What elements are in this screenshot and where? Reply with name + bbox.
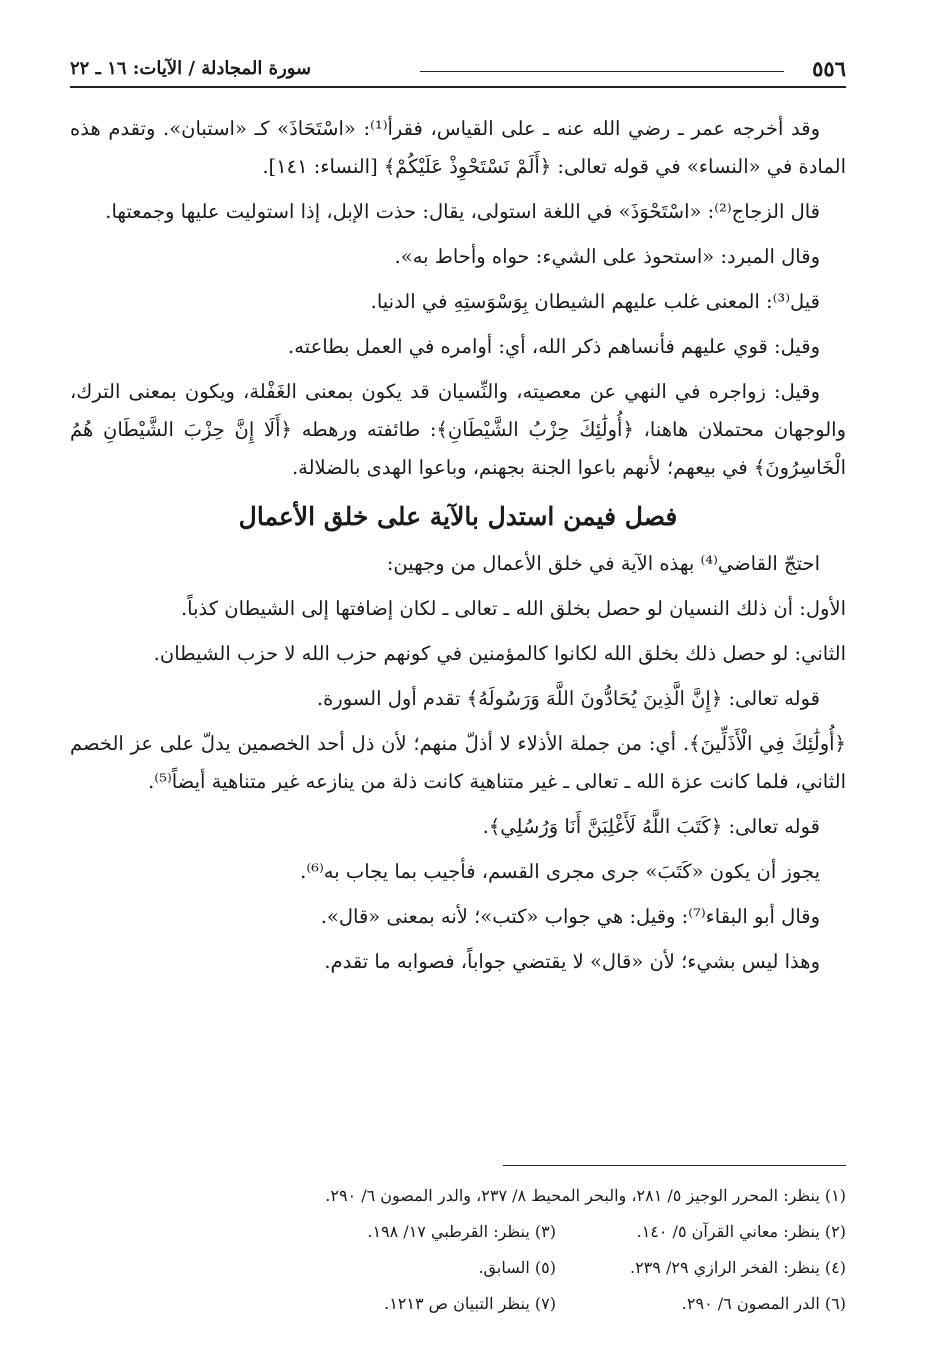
paragraph: وقال أبو البقاء⁽⁷⁾: وقيل: هي جواب «كتب»؛ لأنه بمعنى «قال». [320,905,820,928]
paragraph: قوله تعالى: ﴿كَتَبَ اللَّهُ لَأَغْلِبَنَّ أَنَا وَرُسُلِي﴾. [482,815,820,838]
paragraph-second-point: الثاني: لو حصل ذلك بخلق الله لكانوا كالمؤمنين في كونهم حزب الله لا حزب الشيطان. [153,642,846,665]
footnote-6: (٦) الدر المصون ٦/ ٢٩٠. [681,1294,846,1313]
footnote-5: (٥) السابق. [478,1258,556,1277]
section-title: فصل فيمن استدل بالآية على خلق الأعمال [238,502,678,531]
paragraph: وهذا ليس بشيء؛ لأن «قال» لا يقتضي جواباً، فصوابه ما تقدم. [324,950,820,973]
paragraph: وقيل: قوي عليهم فأنساهم ذكر الله، أي: أوامره في العمل بطاعته. [288,335,820,358]
paragraph: يجوز أن يكون «كَتَبَ» جرى مجرى القسم، فأجيب بما يجاب به⁽⁶⁾. [300,860,820,883]
footnote-3: (٣) ينظر: القرطبي ١٧/ ١٩٨. [367,1222,556,1241]
footnote-1: (١) ينظر: المحرر الوجيز ٥/ ٢٨١، والبحر المحيط ٨/ ٢٣٧، والدر المصون ٦/ ٢٩٠. [325,1186,846,1205]
footnote-4: (٤) ينظر: الفخر الرازي ٢٩/ ٢٣٩. [629,1258,846,1277]
surah-info: سورة المجادلة / الآيات: ١٦ ـ ٢٢ [70,58,312,79]
paragraph: ﴿أُولَٰئِكَ فِي الْأَذَلِّينَ﴾. أي: من جملة الأذلاء لا أذلّ منهم؛ لأن ذل أحد الخصمين يدلّ على عز الخصم الثاني، فلما كانت عزة الله ـ تعالى ـ غير متناهية كانت ذلة من ينازعه غير متناهية أيضاً⁽⁵⁾. [70,732,846,793]
paragraph: قال الزجاج⁽²⁾: «اسْتَحْوَذَ» في اللغة استولى، يقال: حذت الإبل، إذا استوليت عليها وجمعتها. [105,200,820,223]
footnote-separator [503,1165,846,1166]
page-number: ٥٥٦ [812,56,846,81]
footnote-7: (٧) ينظر التبيان ص ١٢١٣. [384,1294,556,1313]
paragraph: وقال المبرد: «استحوذ على الشيء: حواه وأحاط به». [394,245,820,268]
footnotes [70,1178,846,1322]
page-header [70,50,846,88]
paragraph: احتجّ القاضي⁽⁴⁾ بهذه الآية في خلق الأعمال من وجهين: [386,552,820,575]
paragraph: قيل⁽³⁾: المعنى غلب عليهم الشيطان بِوَسْوَستِهِ في الدنيا. [370,290,820,313]
paragraph-first-point: الأول: أن ذلك النسيان لو حصل بخلق الله ـ تعالى ـ لكان إضافتها إلى الشيطان كذباً. [180,597,846,620]
header-rule [70,86,846,88]
footnote-2: (٢) ينظر: معاني القرآن ٥/ ١٤٠. [636,1222,846,1241]
paragraph: وقيل: زواجره في النهي عن معصيته، والنِّسيان قد يكون بمعنى الغَفْلة، ويكون بمعنى الترك، والوجهان محتملان هاهنا، ﴿أُولَٰئِكَ حِزْبُ الشَّيْطَانِ﴾: طائفته ورهطه ﴿أَلَا إِنَّ حِزْبَ الشَّيْطَانِ هُمُ الْخَاسِرُونَ﴾ في بيعهم؛ لأنهم باعوا الجنة بجهنم، وباعوا الهدى بالضلالة. [70,380,846,479]
paragraph: وقد أخرجه عمر ـ رضي الله عنه ـ على القياس، فقرأ⁽¹⁾: «اسْتَحَاذَ» كـ «استبان». وتقدم هذه المادة في «النساء» في قوله تعالى: ﴿أَلَمْ نَسْتَحْوِذْ عَلَيْكُمْ﴾ [النساء: ١٤١]. [70,117,846,178]
header-dash-line [420,71,784,72]
paragraph: قوله تعالى: ﴿إِنَّ الَّذِينَ يُحَادُّونَ اللَّهَ وَرَسُولَهُ﴾ تقدم أول السورة. [316,687,820,710]
page-body [70,110,846,988]
